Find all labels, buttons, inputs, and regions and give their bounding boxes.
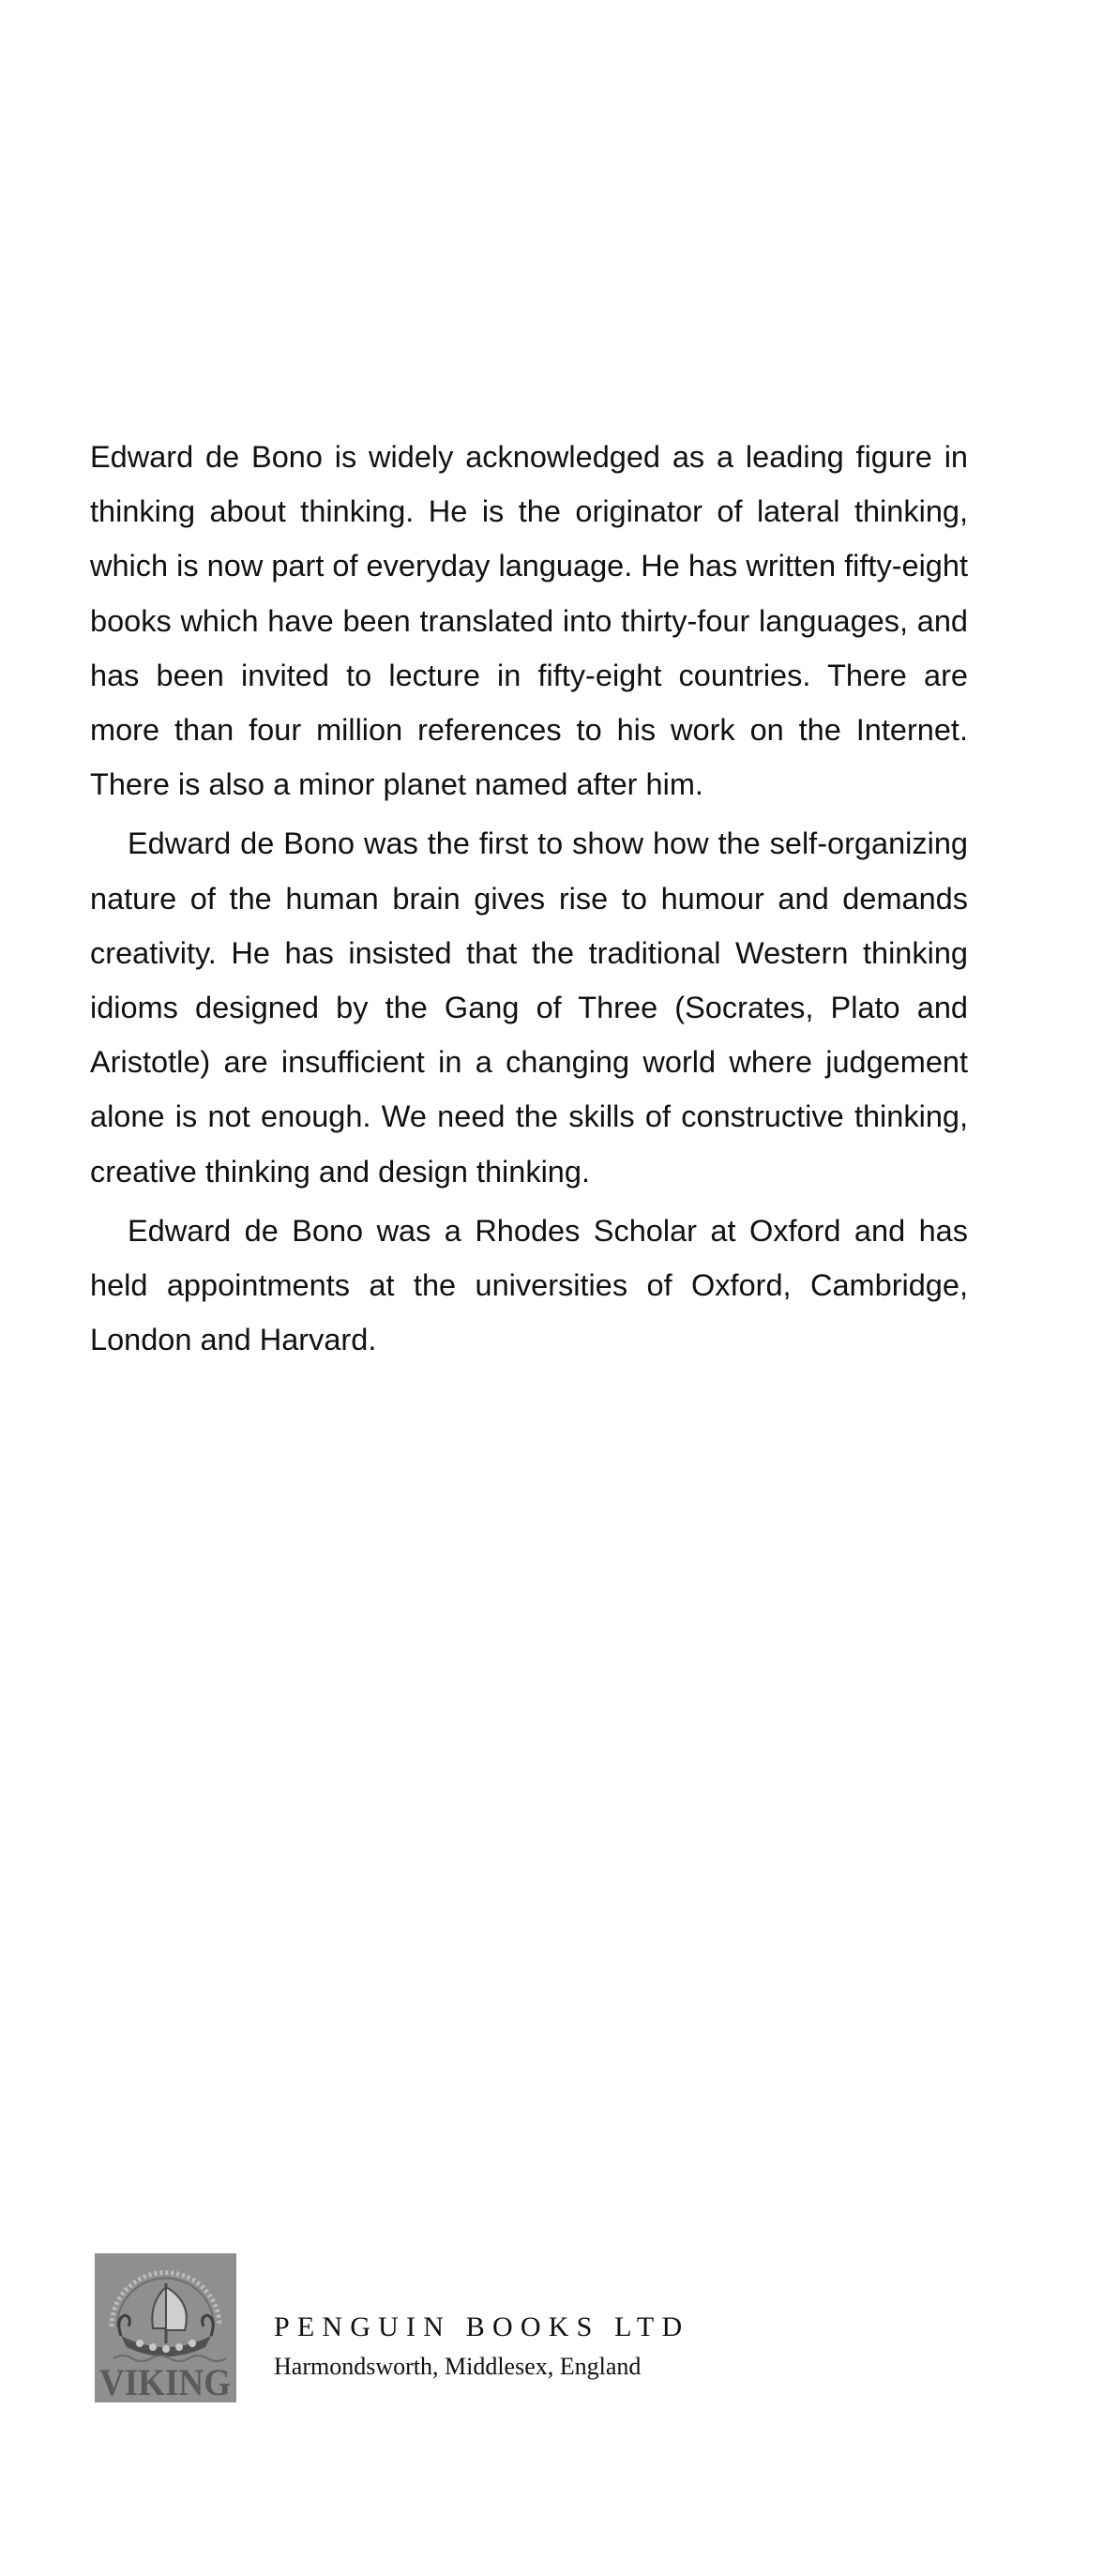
author-biography <box>90 430 968 1367</box>
viking-ship-logo-icon <box>95 2253 236 2402</box>
publisher-name: PENGUIN BOOKS LTD <box>274 2311 690 2342</box>
bio-paragraph-3: Edward de Bono was a Rhodes Scholar at Oxford and has held appointments at the universities of Oxford, Cambridge, London and Harvard. <box>90 1213 968 1357</box>
publisher-location: Harmondsworth, Middlesex, England <box>274 2353 642 2380</box>
bio-paragraph-2: Edward de Bono was the first to show how the self-organizing nature of the human brain gives rise to humour and demands creativity. He has insisted that the traditional Western thinking idioms designed by the Gang of Three (Socrates, Plato and Aristotle) are insufficient in a changing world where judgement alone is not enough. We need the skills of constructive thinking, creative thinking and design thinking. <box>90 826 968 1189</box>
bio-paragraph-1: Edward de Bono is widely acknowledged as a leading figure in thinking about thinking. He is the originator of lateral thinking, which is now part of everyday language. He has written fifty-eight books which have been translated into thirty-four languages, and has been invited to lecture in fifty-eight countries. There are more than four million references to his work on the Internet. There is also a minor planet named after him. <box>90 440 968 802</box>
logo-wordmark: VIKING <box>99 2361 231 2402</box>
publisher-imprint <box>274 2310 689 2385</box>
